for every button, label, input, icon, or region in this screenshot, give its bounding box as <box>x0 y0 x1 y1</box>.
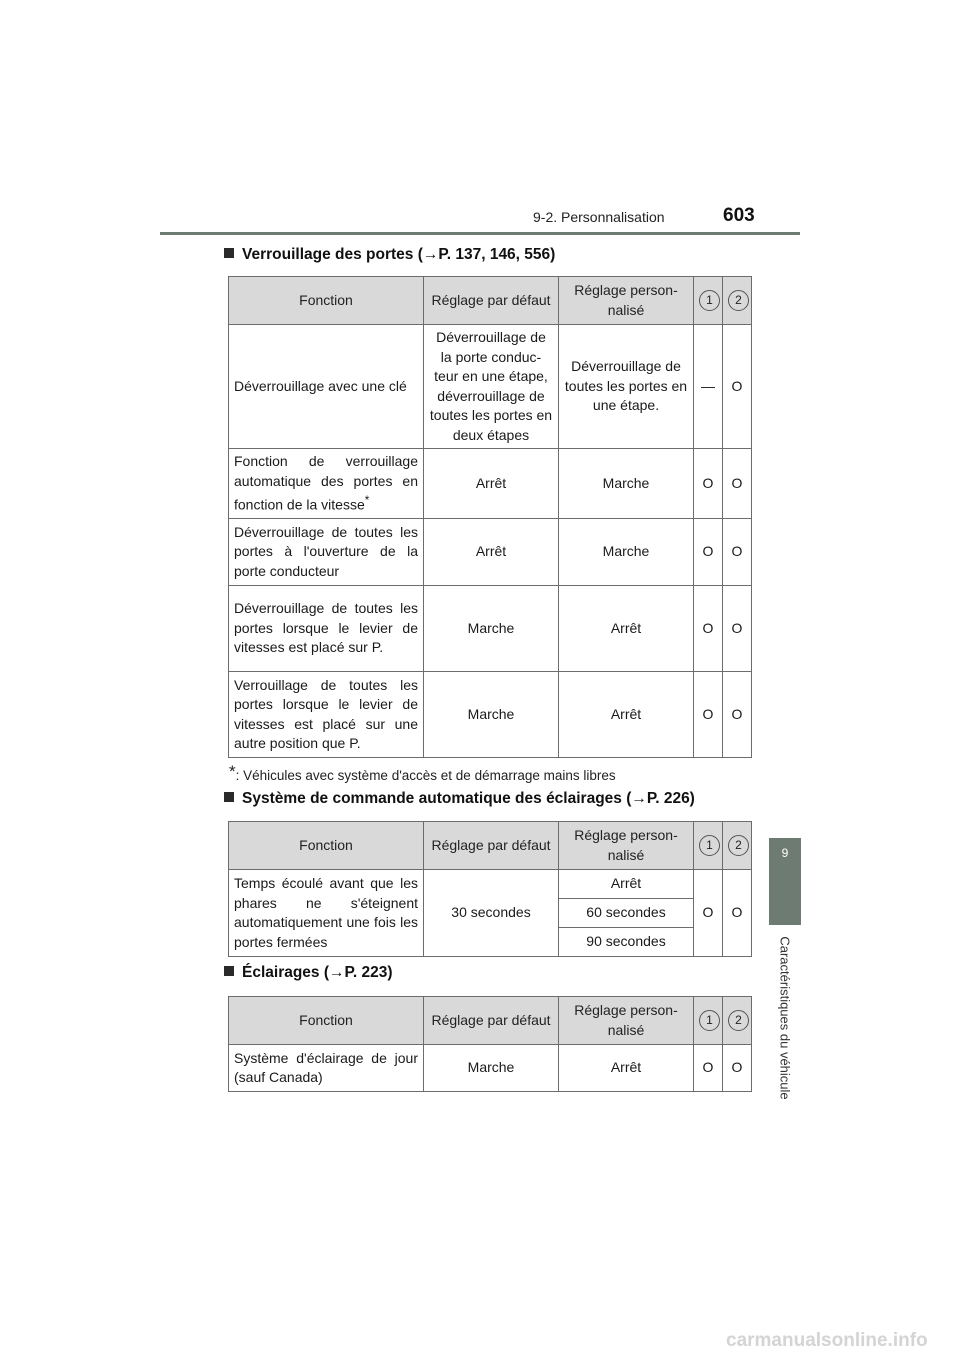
default-cell: Marche <box>424 586 559 672</box>
table-row <box>229 1045 752 1092</box>
mark-2-cell: O <box>723 586 752 672</box>
col-2 <box>723 277 752 325</box>
function-cell: Déverrouillage avec une clé <box>229 325 424 449</box>
col-2 <box>723 997 752 1045</box>
function-cell: Verrouillage de toutes les portes lorsque le levier de vitesses est placé sur une autre position que P. <box>229 672 424 758</box>
col-function: Fonction <box>229 277 424 325</box>
mark-1-cell: O <box>694 586 723 672</box>
page-number: 603 <box>723 205 755 226</box>
table-row <box>229 870 752 899</box>
function-cell: Système d'éclairage de jour (sauf Canada) <box>229 1045 424 1092</box>
function-cell: Temps écoulé avant que les phares ne s'éteignent automatiquement une fois les portes fermées <box>229 870 424 957</box>
mark-2-cell: O <box>723 519 752 586</box>
custom-cell: Arrêt <box>559 1045 694 1092</box>
default-cell: Marche <box>424 672 559 758</box>
col-1 <box>694 822 723 870</box>
col-1 <box>694 277 723 325</box>
col-function: Fonction <box>229 822 424 870</box>
section-title-auto-lights: Système de commande automatique des éclairages (→P. 226) <box>224 790 695 808</box>
circled-1-icon: 1 <box>699 290 720 311</box>
circled-2-icon: 2 <box>728 290 749 311</box>
circled-2-icon: 2 <box>728 835 749 856</box>
col-2 <box>723 822 752 870</box>
table-row <box>229 519 752 586</box>
default-cell: Marche <box>424 1045 559 1092</box>
function-cell: Déverrouillage de toutes les portes à l'ouverture de la porte conducteur <box>229 519 424 586</box>
custom-option-cell: 60 secondes <box>559 899 694 928</box>
door-locking-table <box>228 276 752 758</box>
mark-2-cell: O <box>723 1045 752 1092</box>
watermark: carmanualsonline.info <box>726 1330 928 1351</box>
table-row <box>229 586 752 672</box>
mark-1-cell: O <box>694 519 723 586</box>
mark-2-cell: O <box>723 672 752 758</box>
lighting-table <box>228 996 752 1092</box>
custom-cell: Arrêt <box>559 586 694 672</box>
table-row <box>229 672 752 758</box>
table-row <box>229 449 752 519</box>
default-cell: 30 secondes <box>424 870 559 957</box>
mark-1-cell: O <box>694 870 723 957</box>
mark-1-cell: O <box>694 449 723 519</box>
mark-2-cell: O <box>723 449 752 519</box>
col-custom: Réglage person- nalisé <box>559 822 694 870</box>
custom-option-cell: 90 secondes <box>559 928 694 957</box>
default-cell: Déverrouillage de la porte conduc- teur en une étape, déverrouillage de toutes les portes en deux étapes <box>424 325 559 449</box>
header-rule <box>160 232 800 235</box>
custom-cell: Marche <box>559 519 694 586</box>
custom-cell: Déverrouillage de toutes les portes en une étape. <box>559 325 694 449</box>
table-header-row <box>229 997 752 1045</box>
mark-1-cell: — <box>694 325 723 449</box>
circled-2-icon: 2 <box>728 1010 749 1031</box>
custom-cell: Arrêt <box>559 672 694 758</box>
section-heading: 9-2. Personnalisation <box>533 209 665 225</box>
col-default: Réglage par défaut <box>424 277 559 325</box>
col-function: Fonction <box>229 997 424 1045</box>
circled-1-icon: 1 <box>699 1010 720 1031</box>
mark-1-cell: O <box>694 1045 723 1092</box>
bullet-square-icon <box>224 792 234 802</box>
col-custom: Réglage person- nalisé <box>559 997 694 1045</box>
col-default: Réglage par défaut <box>424 822 559 870</box>
default-cell: Arrêt <box>424 519 559 586</box>
auto-lights-table <box>228 821 752 957</box>
custom-cell: Marche <box>559 449 694 519</box>
default-cell: Arrêt <box>424 449 559 519</box>
mark-2-cell: O <box>723 325 752 449</box>
table-header-row <box>229 822 752 870</box>
footnote: *: Véhicules avec système d'accès et de démarrage mains libres <box>229 762 616 783</box>
mark-1-cell: O <box>694 672 723 758</box>
mark-2-cell: O <box>723 870 752 957</box>
function-cell: Déverrouillage de toutes les portes lorsque le levier de vitesses est placé sur P. <box>229 586 424 672</box>
function-cell: Fonction de verrouillage automatique des portes en fonction de la vitesse* <box>229 449 424 519</box>
custom-option-cell: Arrêt <box>559 870 694 899</box>
footnote-mark: * <box>364 494 370 507</box>
section-title-door-locking: Verrouillage des portes (→P. 137, 146, 556) <box>224 246 555 264</box>
bullet-square-icon <box>224 248 234 258</box>
col-default: Réglage par défaut <box>424 997 559 1045</box>
table-row <box>229 325 752 449</box>
bullet-square-icon <box>224 966 234 976</box>
table-header-row <box>229 277 752 325</box>
chapter-label: Caractéristiques du véhicule <box>777 936 793 1100</box>
circled-1-icon: 1 <box>699 835 720 856</box>
section-title-lighting: Éclairages (→P. 223) <box>224 964 393 982</box>
col-custom: Réglage person- nalisé <box>559 277 694 325</box>
chapter-tab[interactable] <box>769 838 801 925</box>
col-1 <box>694 997 723 1045</box>
chapter-number: 9 <box>781 846 789 860</box>
